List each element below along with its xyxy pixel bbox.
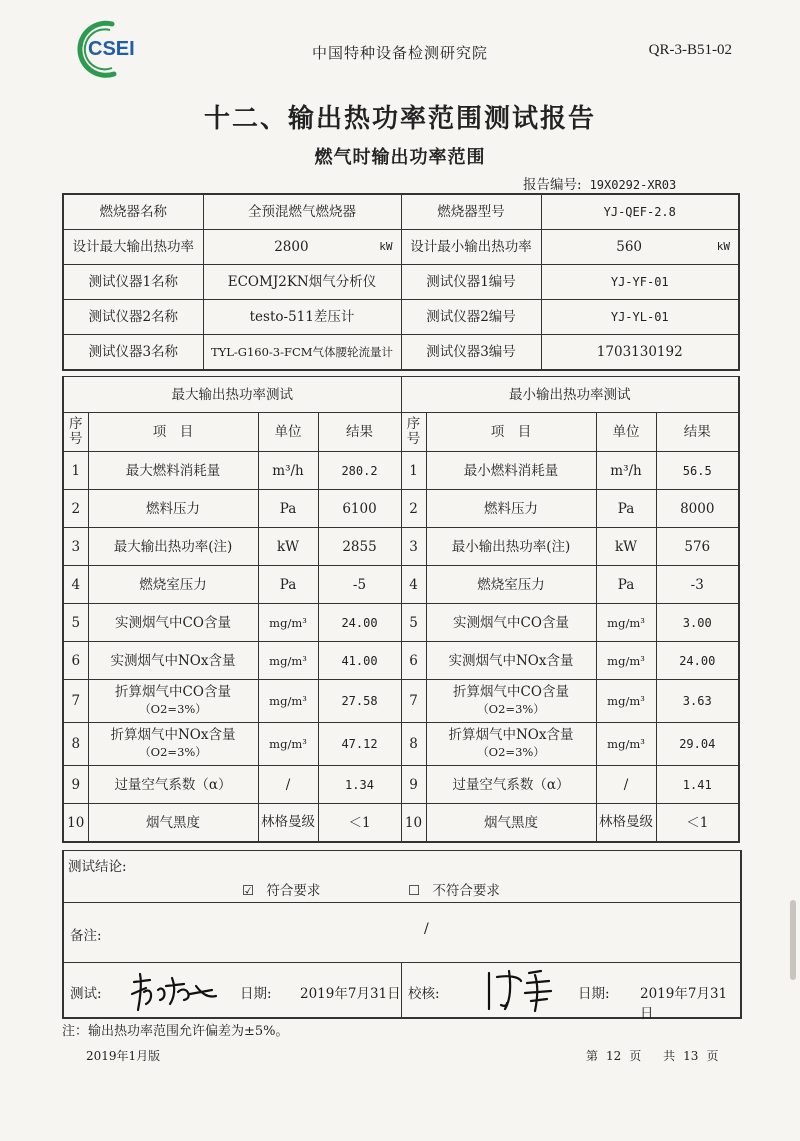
row-no: 1 xyxy=(63,452,88,490)
max-item: 过量空气系数（α） xyxy=(88,766,258,804)
max-item-condition: （O2=3%） xyxy=(139,745,207,759)
max-unit: / xyxy=(258,766,318,804)
min-unit: mg/m³ xyxy=(596,680,656,723)
col-header-result: 结果 xyxy=(318,413,401,452)
max-power-label: 设计最大输出热功率 xyxy=(63,230,203,265)
max-result: 41.00 xyxy=(318,642,401,680)
row-no: 1 xyxy=(401,452,426,490)
max-unit: mg/m³ xyxy=(258,604,318,642)
remark-value: / xyxy=(424,921,429,937)
min-item: 实测烟气中CO含量 xyxy=(426,604,596,642)
tester-date: 2019年7月31日 xyxy=(300,986,401,1002)
row-no: 5 xyxy=(401,604,426,642)
table-row xyxy=(63,490,739,528)
min-item: 过量空气系数（α） xyxy=(426,766,596,804)
max-result: 2855 xyxy=(318,528,401,566)
max-unit: Pa xyxy=(258,566,318,604)
results-table xyxy=(62,376,740,843)
row-no: 5 xyxy=(63,604,88,642)
col-header-no: 序号 xyxy=(401,413,426,452)
col-header-unit: 单位 xyxy=(258,413,318,452)
checker-label: 校核: xyxy=(408,986,440,1002)
max-unit: Pa xyxy=(258,490,318,528)
min-result: 8000 xyxy=(656,490,739,528)
fail-label: 不符合要求 xyxy=(432,883,500,899)
min-unit: m³/h xyxy=(596,452,656,490)
table-row xyxy=(63,642,739,680)
row-no: 9 xyxy=(63,766,88,804)
row-no: 10 xyxy=(401,804,426,843)
max-result: 1.34 xyxy=(318,766,401,804)
row-no: 10 xyxy=(63,804,88,843)
min-result: 3.00 xyxy=(656,604,739,642)
min-item-condition: （O2=3%） xyxy=(477,702,545,716)
row-no: 2 xyxy=(63,490,88,528)
min-result: 576 xyxy=(656,528,739,566)
tester-date-label: 日期: xyxy=(240,986,272,1002)
max-item xyxy=(88,723,258,766)
min-result: 3.63 xyxy=(656,680,739,723)
fail-option xyxy=(408,879,500,899)
min-unit: Pa xyxy=(596,490,656,528)
min-item-text: 折算烟气中CO含量 xyxy=(453,684,569,700)
min-result: 24.00 xyxy=(656,642,739,680)
max-item: 燃料压力 xyxy=(88,490,258,528)
divider xyxy=(64,902,740,903)
tester-signature xyxy=(124,964,234,1018)
row-no: 6 xyxy=(63,642,88,680)
page-subtitle: 燃气时输出功率范围 xyxy=(314,147,486,168)
min-item: 最小燃料消耗量 xyxy=(426,452,596,490)
burner-model-value: YJ-QEF-2.8 xyxy=(541,194,739,230)
instrument3-no-value: 1703130192 xyxy=(541,335,739,371)
col-header-item: 项 目 xyxy=(426,413,596,452)
table-row xyxy=(63,723,739,766)
max-section-title: 最大输出热功率测试 xyxy=(63,377,401,413)
col-header-unit: 单位 xyxy=(596,413,656,452)
total-label-post: 页 xyxy=(706,1049,719,1063)
min-item-text: 折算烟气中NOx含量 xyxy=(448,727,574,743)
report-number-label: 报告编号: xyxy=(523,177,582,193)
max-power-cell xyxy=(203,230,401,265)
svg-text:CSEI: CSEI xyxy=(88,38,135,60)
instrument3-no-label: 测试仪器3编号 xyxy=(401,335,541,371)
edition-label: 2019年1月版 xyxy=(86,1049,161,1063)
min-result: 1.41 xyxy=(656,766,739,804)
row-no: 2 xyxy=(401,490,426,528)
min-power-unit: kW xyxy=(716,240,730,253)
row-no: 6 xyxy=(401,642,426,680)
min-unit: mg/m³ xyxy=(596,723,656,766)
row-no: 7 xyxy=(401,680,426,723)
column-header-row xyxy=(63,413,739,452)
burner-name-label: 燃烧器名称 xyxy=(63,194,203,230)
page-label-pre: 第 xyxy=(586,1049,599,1063)
table-row xyxy=(63,528,739,566)
min-unit: kW xyxy=(596,528,656,566)
max-result: ＜1 xyxy=(318,804,401,843)
max-item xyxy=(88,680,258,723)
instrument1-name-label: 测试仪器1名称 xyxy=(63,265,203,300)
max-unit: mg/m³ xyxy=(258,680,318,723)
checked-checkbox-icon: ☑ xyxy=(242,883,255,899)
total-label-pre: 共 xyxy=(663,1049,676,1063)
min-item: 燃料压力 xyxy=(426,490,596,528)
remark-label: 备注: xyxy=(70,928,102,944)
table-row xyxy=(63,804,739,843)
min-unit: 林格曼级 xyxy=(596,804,656,843)
col-header-no: 序号 xyxy=(63,413,88,452)
max-item-condition: （O2=3%） xyxy=(139,702,207,716)
min-power-cell xyxy=(541,230,739,265)
binding-mark xyxy=(790,900,796,980)
page-indicator xyxy=(582,1047,722,1064)
max-result: 280.2 xyxy=(318,452,401,490)
page-number: 12 xyxy=(606,1049,622,1063)
report-number-value: 19X0292-XR03 xyxy=(589,178,677,192)
page-title: 十二、输出热功率范围测试报告 xyxy=(203,104,596,134)
total-pages: 13 xyxy=(683,1049,699,1063)
equipment-info-table xyxy=(62,193,740,371)
info-row xyxy=(63,335,739,371)
burner-name-value: 全预混燃气燃烧器 xyxy=(203,194,401,230)
report-number xyxy=(523,173,676,193)
instrument2-no-value: YJ-YL-01 xyxy=(541,300,739,335)
row-no: 4 xyxy=(401,566,426,604)
table-row xyxy=(63,566,739,604)
max-unit: mg/m³ xyxy=(258,642,318,680)
divider xyxy=(64,962,740,963)
min-item: 实测烟气中NOx含量 xyxy=(426,642,596,680)
max-power-value: 2800 xyxy=(274,239,309,255)
info-row xyxy=(63,194,739,230)
max-item-text: 折算烟气中NOx含量 xyxy=(110,727,236,743)
min-unit: / xyxy=(596,766,656,804)
instrument3-name-label: 测试仪器3名称 xyxy=(63,335,203,371)
min-result: 56.5 xyxy=(656,452,739,490)
table-row xyxy=(63,452,739,490)
max-result: 24.00 xyxy=(318,604,401,642)
instrument2-no-label: 测试仪器2编号 xyxy=(401,300,541,335)
min-power-label: 设计最小输出热功率 xyxy=(401,230,541,265)
max-result: 27.58 xyxy=(318,680,401,723)
checker-signature xyxy=(479,965,569,1019)
info-row xyxy=(63,265,739,300)
col-header-item: 项 目 xyxy=(88,413,258,452)
info-row xyxy=(63,230,739,265)
row-no: 3 xyxy=(63,528,88,566)
min-section-title: 最小输出热功率测试 xyxy=(401,377,739,413)
max-item: 实测烟气中NOx含量 xyxy=(88,642,258,680)
min-item xyxy=(426,723,596,766)
min-unit: Pa xyxy=(596,566,656,604)
row-no: 3 xyxy=(401,528,426,566)
min-unit: mg/m³ xyxy=(596,604,656,642)
max-result: 47.12 xyxy=(318,723,401,766)
max-item: 最大输出热功率(注) xyxy=(88,528,258,566)
min-item xyxy=(426,680,596,723)
pass-option xyxy=(242,879,320,899)
table-row xyxy=(63,766,739,804)
row-no: 7 xyxy=(63,680,88,723)
max-item: 燃烧室压力 xyxy=(88,566,258,604)
pass-label: 符合要求 xyxy=(266,883,321,899)
max-item: 烟气黑度 xyxy=(88,804,258,843)
min-item: 燃烧室压力 xyxy=(426,566,596,604)
instrument1-no-label: 测试仪器1编号 xyxy=(401,265,541,300)
divider xyxy=(401,962,402,1017)
table-row xyxy=(63,604,739,642)
min-item: 最小输出热功率(注) xyxy=(426,528,596,566)
instrument3-name-value: TYL-G160-3-FCM气体腰轮流量计 xyxy=(203,335,401,371)
instrument1-no-value: YJ-YF-01 xyxy=(541,265,739,300)
min-result: ＜1 xyxy=(656,804,739,843)
min-result: 29.04 xyxy=(656,723,739,766)
organization-name: 中国特种设备检测研究院 xyxy=(311,44,488,62)
max-item: 最大燃料消耗量 xyxy=(88,452,258,490)
max-unit: 林格曼级 xyxy=(258,804,318,843)
tester-label: 测试: xyxy=(70,986,102,1002)
footnote: 注：输出热功率范围允许偏差为±5%。 xyxy=(62,1024,289,1039)
document-code: QR-3-B51-02 xyxy=(648,42,732,58)
min-result: -3 xyxy=(656,566,739,604)
unchecked-checkbox-icon: ☐ xyxy=(408,883,421,899)
max-result: -5 xyxy=(318,566,401,604)
max-item: 实测烟气中CO含量 xyxy=(88,604,258,642)
instrument2-name-value: testo-511差压计 xyxy=(203,300,401,335)
min-power-value: 560 xyxy=(616,239,643,255)
row-no: 9 xyxy=(401,766,426,804)
instrument1-name-value: ECOMJ2KN烟气分析仪 xyxy=(203,265,401,300)
row-no: 8 xyxy=(63,723,88,766)
page-label-mid: 页 xyxy=(629,1049,642,1063)
max-item-text: 折算烟气中CO含量 xyxy=(115,684,231,700)
info-row xyxy=(63,300,739,335)
section-header-row xyxy=(63,377,739,413)
max-unit: kW xyxy=(258,528,318,566)
col-header-result: 结果 xyxy=(656,413,739,452)
max-unit: mg/m³ xyxy=(258,723,318,766)
max-unit: m³/h xyxy=(258,452,318,490)
min-unit: mg/m³ xyxy=(596,642,656,680)
row-no: 4 xyxy=(63,566,88,604)
conclusion-label: 测试结论: xyxy=(68,859,127,875)
min-item: 烟气黑度 xyxy=(426,804,596,843)
table-row xyxy=(63,680,739,723)
row-no: 8 xyxy=(401,723,426,766)
conclusion-section xyxy=(62,850,742,1022)
checker-date-label: 日期: xyxy=(578,986,610,1002)
max-power-unit: kW xyxy=(379,240,393,253)
max-result: 6100 xyxy=(318,490,401,528)
checker-date: 2019年7月31日 xyxy=(640,986,728,1022)
instrument2-name-label: 测试仪器2名称 xyxy=(63,300,203,335)
burner-model-label: 燃烧器型号 xyxy=(401,194,541,230)
min-item-condition: （O2=3%） xyxy=(477,745,545,759)
